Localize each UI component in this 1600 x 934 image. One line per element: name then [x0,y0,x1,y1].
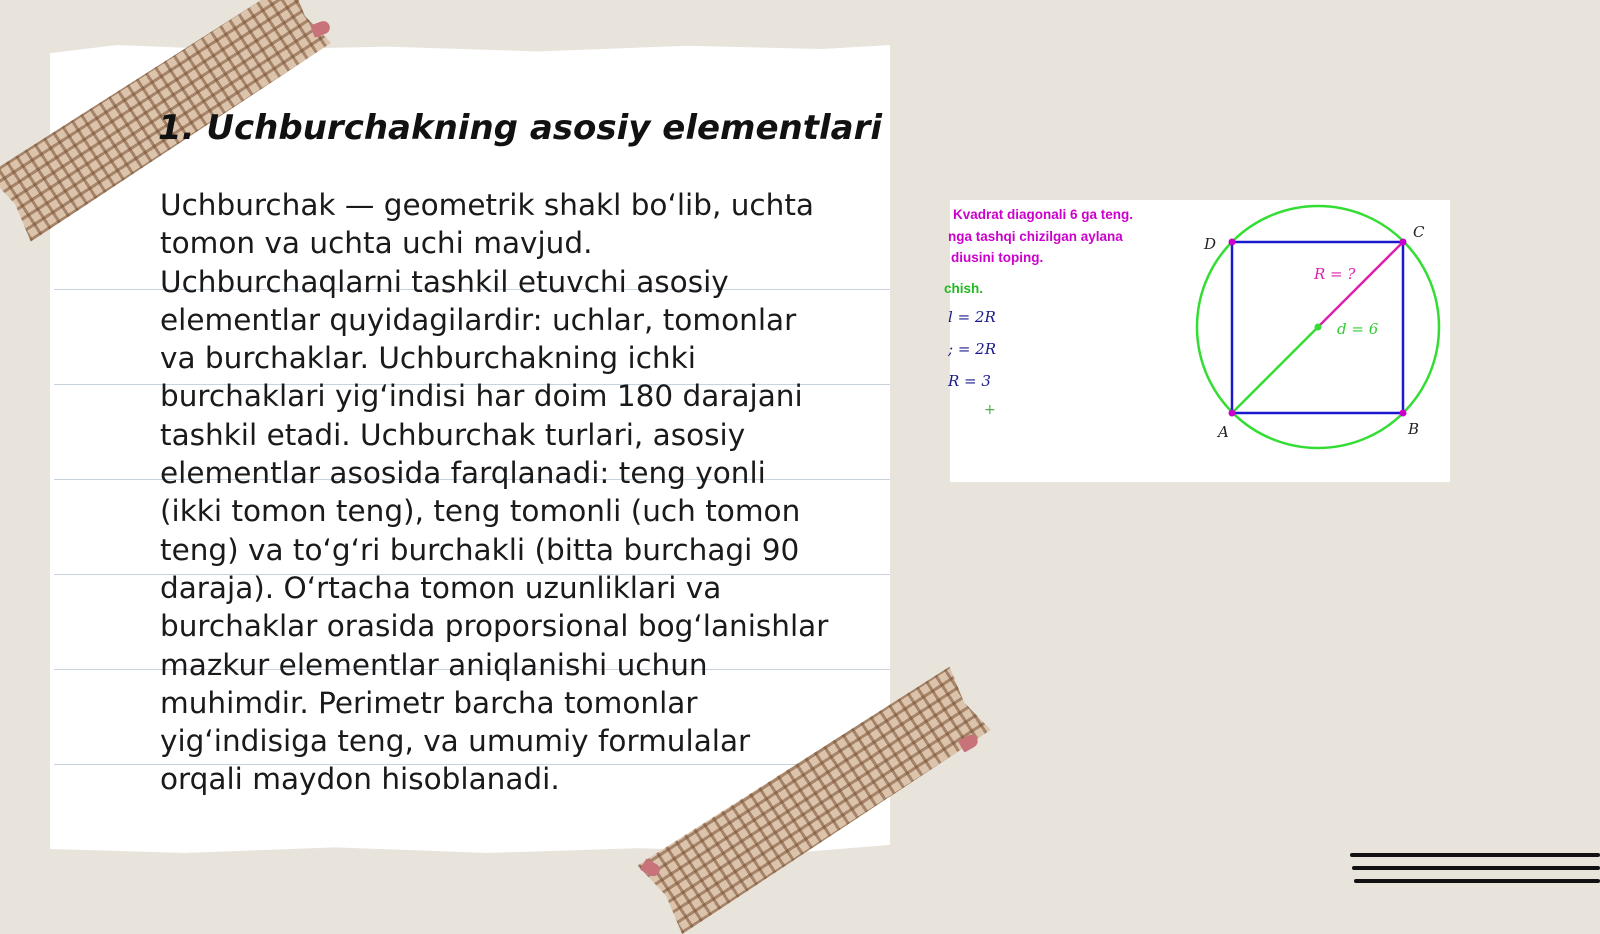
geometry-figure [944,200,1450,482]
step-1: l = 2R [948,308,996,326]
slide-title: 1. Uchburchakning asosiy elementlari [158,108,883,148]
problem-line-3: diusini toping. [951,250,1044,265]
geometry-svg [944,200,1450,482]
decorative-line [1354,879,1600,883]
center-point [1315,324,1322,331]
slide-body-text: Uchburchak — geometrik shakl bo‘lib, uchta tomon va uchta uchi mavjud. Uchburchaqlarni tashkil etuvchi asosiy elementlar quyidagilardir: uchlar, tomonlar va burchaklar. Uchburchakning ichki burchaklari yig‘indisi har doim 180 darajani tashkil etadi. Uchburchak turlari, asosiy elementlar asosida farqlanadi: teng yonli (ikki tomon teng), teng tomonli (uch tomon teng) va to‘g‘ri burchakli (bitta burchagi 90 daraja). O‘rtacha tomon uzunliklari va burchaklar orasida proporsional bog‘lanishlar mazkur elementlar aniqlanishi uchun muhimdir. Perimetr barcha tomonlar yig‘indisiga teng, va umumiy formulalar orqali maydon hisoblanadi. [160,188,829,797]
plus-mark: + [984,402,996,418]
vertex-d-label: D [1204,235,1217,253]
vertex-c-point [1400,239,1407,246]
vertex-b-label: B [1408,420,1420,438]
diagonal-label: d = 6 [1337,320,1379,338]
vertex-d-point [1229,239,1236,246]
step-2: ; = 2R [948,340,996,358]
vertex-c-label: C [1413,223,1425,241]
step-3: R = 3 [948,372,991,390]
vertex-a-point [1229,410,1236,417]
problem-line-1: Kvadrat diagonali 6 ga teng. [953,207,1134,222]
vertex-a-label: A [1218,423,1229,441]
problem-line-2: nga tashqi chizilgan aylana [948,229,1123,244]
vertex-b-point [1400,410,1407,417]
decorative-line [1350,853,1600,857]
solution-label: chish. [944,281,984,296]
diagonal-lower [1232,327,1318,413]
radius-segment [1318,242,1403,327]
decorative-line [1352,866,1600,870]
radius-label: R = ? [1314,265,1356,283]
pin-top [310,19,331,37]
